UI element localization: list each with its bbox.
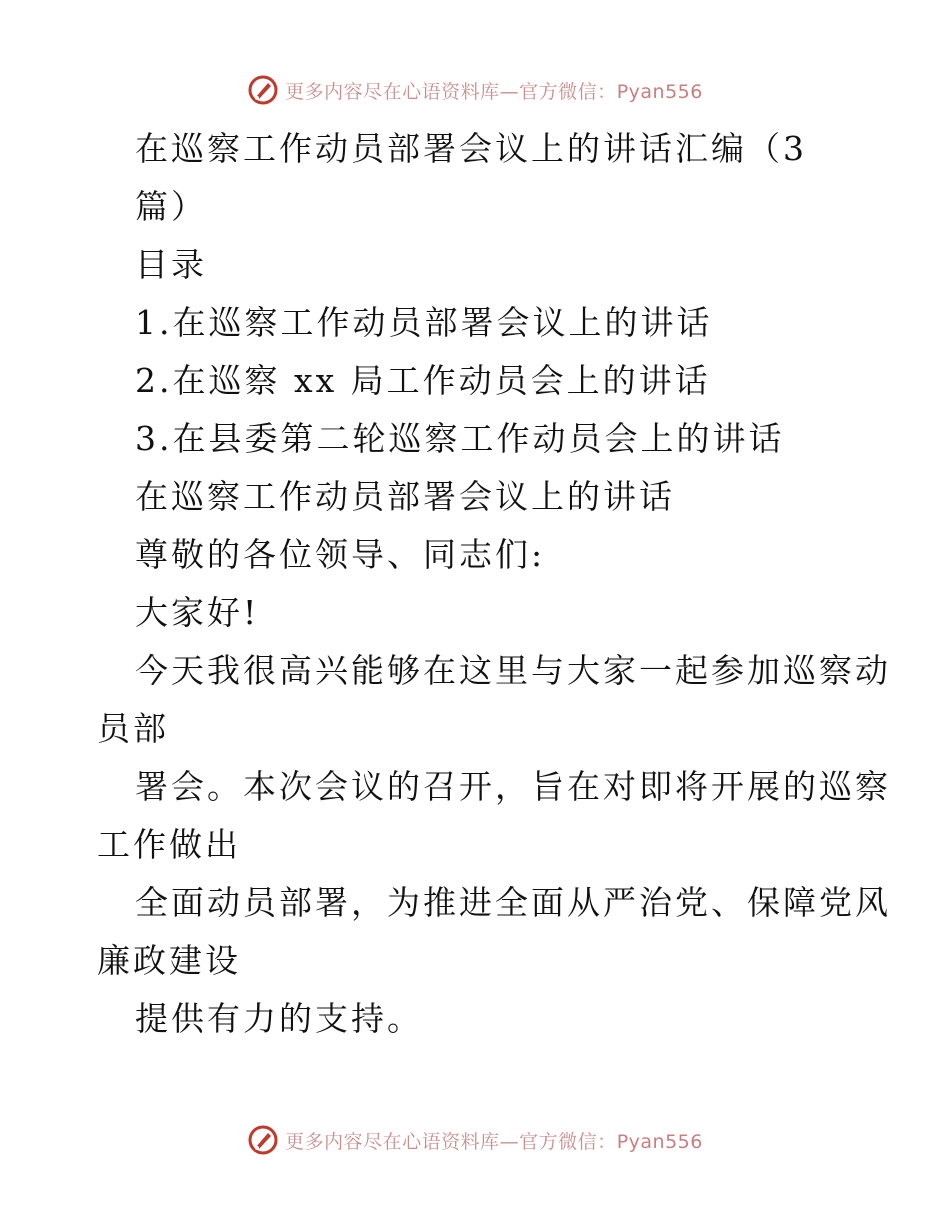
greeting: 大家好!: [135, 593, 260, 632]
body-line: 全面动员部署，为推进全面从严治党、保障党风: [135, 883, 891, 922]
toc-item: 2.在巡察 xx 局工作动员会上的讲话: [135, 361, 711, 400]
watermark-id: Pyan556: [616, 1130, 703, 1153]
watermark-main: 更多内容尽在心语资料库: [285, 80, 500, 103]
watermark-separator: —: [499, 1130, 520, 1153]
document-title-line-1: 在巡察工作动员部署会议上的讲话汇编（3: [135, 129, 807, 168]
watermark-label: 官方微信：: [519, 80, 617, 103]
watermark-label: 官方微信：: [519, 1130, 617, 1153]
section-title: 在巡察工作动员部署会议上的讲话: [135, 477, 675, 516]
body-line: 今天我很高兴能够在这里与大家一起参加巡察动: [135, 651, 891, 690]
pen-logo-icon: [247, 74, 279, 106]
watermark-main: 更多内容尽在心语资料库: [285, 1130, 500, 1153]
watermark-separator: —: [499, 80, 520, 103]
watermark-id: Pyan556: [616, 80, 703, 103]
header-watermark: [0, 70, 950, 110]
document-body: [97, 120, 891, 1048]
body-line: 提供有力的支持。: [135, 999, 423, 1038]
pen-logo-icon: [247, 1124, 279, 1156]
body-line: 廉政建设: [97, 941, 241, 980]
footer-watermark: [0, 1120, 950, 1160]
body-line: 员部: [97, 709, 169, 748]
toc-item: 3.在县委第二轮巡察工作动员会上的讲话: [135, 419, 785, 458]
salutation: 尊敬的各位领导、同志们:: [135, 535, 546, 574]
document-title-line-2: 篇）: [135, 187, 207, 226]
toc-heading: 目录: [135, 245, 207, 284]
body-line: 工作做出: [97, 825, 241, 864]
body-line: 署会。本次会议的召开，旨在对即将开展的巡察: [135, 767, 891, 806]
watermark-text: [285, 1127, 703, 1154]
watermark-text: [285, 77, 703, 104]
toc-item: 1.在巡察工作动员部署会议上的讲话: [135, 303, 713, 342]
